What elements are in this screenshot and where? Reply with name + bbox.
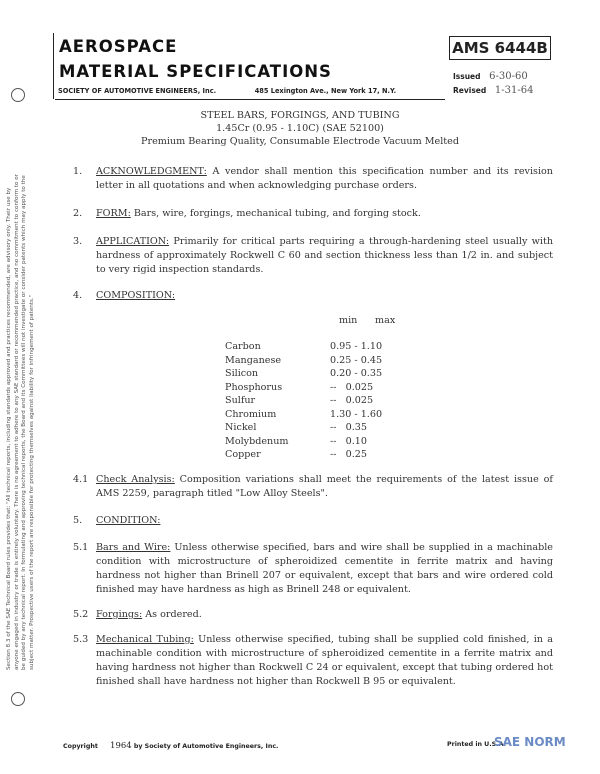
section-heading: Check Analysis: <box>96 474 175 485</box>
brand-watermark: SAE NORM <box>494 735 566 749</box>
section-text: Composition variations shall meet the requirements of the latest issue of AMS 2259, paragraph titled "Low Alloy Steels". <box>96 474 553 499</box>
element-name: Copper <box>225 449 261 460</box>
composition-row <box>225 341 425 355</box>
punch-hole-bottom <box>11 692 25 706</box>
element-name: Manganese <box>225 354 282 366</box>
revised-date: 1-31-64 <box>494 85 534 96</box>
composition-col-max: max <box>375 315 396 326</box>
section-heading: Mechanical Tubing: <box>96 634 194 645</box>
section-text: Unless otherwise specified, bars and wire shall be supplied in a machinable condition with microstructure of spheroidized cementite in ferrite matrix and having hardness not higher than Brinell 207 or equivalent, except that bars and wire ordered cold finished may have hardness as high as Brinell 248 or equivalent. <box>96 542 553 595</box>
section-number: 1. <box>73 166 83 177</box>
composition-row <box>225 449 425 463</box>
revised-label: Revised <box>453 86 487 95</box>
section-1 <box>73 165 553 195</box>
footer-printed: Printed in U.S.A. <box>447 741 506 748</box>
element-value: -- 0.10 <box>330 435 367 447</box>
section-text: Unless otherwise specified, tubing shall be supplied cold finished, in a machinable condition with microstructure of spheroidized cementite in a ferrite matrix and having hardness not higher than Rockwell C 24 or equivalent, except that tubing ordered hot finished shall have hardness not higher than Rockwell B 95 or equivalent. <box>96 634 553 687</box>
section-number: 3. <box>73 236 83 247</box>
header-title-line1: AEROSPACE <box>59 37 178 56</box>
section-5-2 <box>73 608 553 624</box>
section-text: Bars, wire, forgings, mechanical tubing, and forging stock. <box>130 208 421 219</box>
title-line2: 1.45Cr (0.95 - 1.10C) (SAE 52100) <box>216 123 384 134</box>
section-text: Primarily for critical parts requiring a through-hardening steel usually with hardness of approximately Rockwell C 60 and section thickness less than 1/2 in. and subject to very rigid inspection standards. <box>96 236 553 275</box>
punch-hole-top <box>11 88 25 102</box>
revised-line <box>453 85 533 96</box>
footer-copyright <box>63 741 278 751</box>
composition-row <box>225 355 425 369</box>
composition-row <box>225 422 425 436</box>
element-value: -- 0.025 <box>330 395 374 406</box>
copyright-label: Copyright <box>63 743 98 750</box>
element-value: 1.30 - 1.60 <box>330 408 383 420</box>
element-name: Phosphorus <box>225 381 283 393</box>
section-number: 4. <box>73 290 83 301</box>
title-line3: Premium Bearing Quality, Consumable Electrode Vacuum Melted <box>141 136 459 147</box>
ams-number-box: AMS 6444B <box>449 36 551 60</box>
society-line <box>58 87 396 95</box>
element-name: Silicon <box>225 368 259 379</box>
section-3 <box>73 235 553 279</box>
element-value: 0.95 - 1.10 <box>330 341 383 352</box>
section-5 <box>73 514 553 530</box>
section-4-1 <box>73 473 553 503</box>
element-value: 0.20 - 0.35 <box>330 368 383 379</box>
element-value: -- 0.025 <box>330 381 374 393</box>
element-name: Sulfur <box>225 395 256 406</box>
element-name: Carbon <box>225 341 261 352</box>
composition-row <box>225 409 425 423</box>
copyright-society: by Society of Automotive Engineers, Inc. <box>133 743 279 750</box>
society-address: 485 Lexington Ave., New York 17, N.Y. <box>254 87 397 95</box>
title-line1: STEEL BARS, FORGINGS, AND TUBING <box>200 110 400 121</box>
header-title-line2: MATERIAL SPECIFICATIONS <box>59 62 332 81</box>
composition-row <box>225 395 425 409</box>
section-number: 5.1 <box>73 542 89 553</box>
section-number: 5. <box>73 515 83 526</box>
society-name: SOCIETY OF AUTOMOTIVE ENGINEERS, Inc. <box>58 87 217 95</box>
section-5-3 <box>73 633 553 691</box>
copyright-year: 1964 <box>110 741 132 751</box>
section-number: 4.1 <box>73 474 89 485</box>
element-name: Chromium <box>225 408 277 420</box>
section-2 <box>73 207 553 223</box>
section-heading: Forgings: <box>96 609 143 620</box>
issued-label: Issued <box>453 72 481 81</box>
section-5-1 <box>73 541 553 599</box>
header-rule <box>55 99 445 100</box>
element-name: Molybdenum <box>225 435 289 447</box>
section-heading: FORM: <box>96 208 131 219</box>
section-text: As ordered. <box>142 609 202 620</box>
side-note: Section 8.3 of the SAE Technical Board rules provides that: "All technical reports, including standards approved and practices recommended, are advisory only. Their use by anyone engaged in industry or trade is entirely voluntary. There is no agreement to adhere to any SAE standard or recommended practice, and no commitment to conform to or be guided by any technical report. In formulating and approving technical reports, the Board and its Committees will not investigate or consider patents which may apply to the subject matter. Prospective users of the report are responsible for protecting themselves against liability for infringement of patents." <box>6 174 35 670</box>
element-value: -- 0.35 <box>330 422 367 433</box>
section-heading: ACKNOWLEDGMENT: <box>96 166 207 177</box>
issued-line <box>453 71 528 82</box>
section-number: 5.2 <box>73 609 89 620</box>
section-heading: CONDITION: <box>96 515 161 526</box>
issued-date: 6-30-60 <box>489 71 528 82</box>
composition-row <box>225 382 425 396</box>
composition-row <box>225 436 425 450</box>
section-number: 5.3 <box>73 634 89 645</box>
section-text: A vendor shall mention this specification number and its revision letter in all quotations and when acknowledging purchase orders. <box>96 166 553 191</box>
section-number: 2. <box>73 208 83 219</box>
composition-row <box>225 368 425 382</box>
section-heading: COMPOSITION: <box>96 290 176 301</box>
composition-table <box>225 341 425 463</box>
header-vertical-rule <box>53 33 54 99</box>
section-heading: APPLICATION: <box>96 236 170 247</box>
element-name: Nickel <box>225 422 257 433</box>
element-value: -- 0.25 <box>330 449 367 460</box>
element-value: 0.25 - 0.45 <box>330 354 383 366</box>
composition-col-min: min <box>339 315 358 326</box>
section-heading: Bars and Wire: <box>96 542 171 553</box>
section-4 <box>73 289 553 305</box>
